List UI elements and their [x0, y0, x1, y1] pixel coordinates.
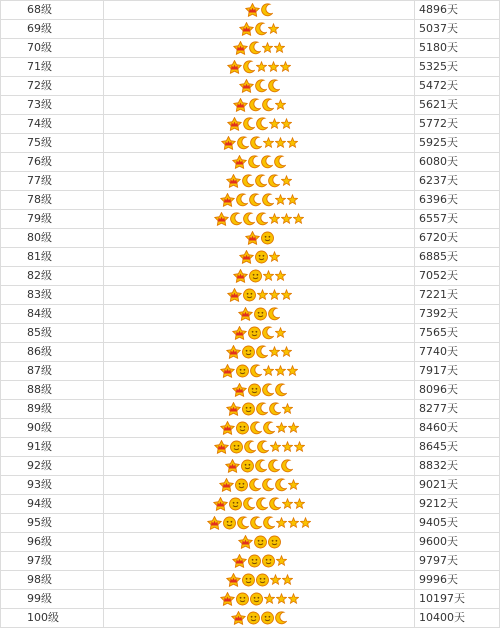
- days-cell: 5621天: [415, 96, 500, 115]
- moon-icon: [256, 402, 268, 416]
- days-cell: 5325天: [415, 58, 500, 77]
- crown-icon: [226, 402, 241, 416]
- star-icon: [282, 402, 293, 416]
- level-cell: 83级: [1, 286, 104, 305]
- star-icon: [270, 440, 281, 454]
- moon-icon: [250, 364, 262, 378]
- level-cell: 86级: [1, 343, 104, 362]
- sun-icon: [243, 288, 256, 302]
- star-icon: [281, 288, 292, 302]
- level-icons-cell: [104, 286, 415, 305]
- crown-icon: [232, 554, 247, 568]
- star-icon: [270, 573, 281, 587]
- days-cell: 4896天: [415, 1, 500, 20]
- days-cell: 5925天: [415, 134, 500, 153]
- level-icons-cell: [104, 153, 415, 172]
- table-row: [1, 153, 500, 172]
- star-icon: [275, 326, 286, 340]
- crown-icon: [219, 478, 234, 492]
- level-cell: 97级: [1, 552, 104, 571]
- sun-icon: [256, 573, 269, 587]
- moon-icon: [261, 155, 273, 169]
- days-cell: 9021天: [415, 476, 500, 495]
- days-cell: 6720天: [415, 229, 500, 248]
- moon-icon: [256, 497, 268, 511]
- crown-icon: [233, 41, 248, 55]
- star-icon: [263, 136, 274, 150]
- moon-icon: [243, 117, 255, 131]
- star-icon: [257, 288, 268, 302]
- days-cell: 6885天: [415, 248, 500, 267]
- level-cell: 92级: [1, 457, 104, 476]
- level-cell: 95级: [1, 514, 104, 533]
- days-cell: 6080天: [415, 153, 500, 172]
- level-cell: 84级: [1, 305, 104, 324]
- star-icon: [269, 212, 280, 226]
- table-row: [1, 438, 500, 457]
- sun-icon: [247, 611, 260, 625]
- moon-icon: [261, 3, 273, 17]
- sun-icon: [223, 516, 236, 530]
- star-icon: [275, 193, 286, 207]
- star-icon: [276, 554, 287, 568]
- sun-icon: [248, 383, 261, 397]
- level-cell: 73级: [1, 96, 104, 115]
- crown-icon: [233, 98, 248, 112]
- days-cell: 5772天: [415, 115, 500, 134]
- moon-icon: [268, 174, 280, 188]
- table-row: [1, 343, 500, 362]
- table-row: [1, 191, 500, 210]
- star-icon: [287, 136, 298, 150]
- level-cell: 99级: [1, 590, 104, 609]
- table-row: [1, 571, 500, 590]
- level-cell: 90级: [1, 419, 104, 438]
- level-cell: 71级: [1, 58, 104, 77]
- crown-icon: [232, 326, 247, 340]
- level-icons-cell: [104, 96, 415, 115]
- table-row: [1, 248, 500, 267]
- moon-icon: [255, 79, 267, 93]
- sun-icon: [248, 554, 261, 568]
- sun-icon: [242, 345, 255, 359]
- table-row: [1, 267, 500, 286]
- star-icon: [275, 364, 286, 378]
- crown-icon: [220, 364, 235, 378]
- days-cell: 9405天: [415, 514, 500, 533]
- star-icon: [268, 22, 279, 36]
- table-row: [1, 457, 500, 476]
- star-icon: [282, 497, 293, 511]
- sun-icon: [241, 459, 254, 473]
- level-cell: 81级: [1, 248, 104, 267]
- moon-icon: [281, 459, 293, 473]
- table-row: [1, 96, 500, 115]
- crown-icon: [220, 193, 235, 207]
- moon-icon: [262, 326, 274, 340]
- days-cell: 8096天: [415, 381, 500, 400]
- table-row: [1, 514, 500, 533]
- days-cell: 9797天: [415, 552, 500, 571]
- sun-icon: [268, 535, 281, 549]
- table-row: [1, 533, 500, 552]
- star-icon: [264, 592, 275, 606]
- level-cell: 91级: [1, 438, 104, 457]
- days-cell: 7917天: [415, 362, 500, 381]
- level-cell: 82级: [1, 267, 104, 286]
- level-icons-cell: [104, 419, 415, 438]
- star-icon: [282, 440, 293, 454]
- table-row: [1, 305, 500, 324]
- moon-icon: [242, 174, 254, 188]
- level-icons-cell: [104, 552, 415, 571]
- days-cell: 5037天: [415, 20, 500, 39]
- level-icons-cell: [104, 609, 415, 628]
- level-cell: 79级: [1, 210, 104, 229]
- level-icons-cell: [104, 248, 415, 267]
- sun-icon: [229, 497, 242, 511]
- level-cell: 94级: [1, 495, 104, 514]
- level-cell: 72级: [1, 77, 104, 96]
- moon-icon: [250, 421, 262, 435]
- days-cell: 7392天: [415, 305, 500, 324]
- moon-icon: [249, 478, 261, 492]
- moon-icon: [243, 212, 255, 226]
- moon-icon: [244, 440, 256, 454]
- table-row: [1, 115, 500, 134]
- days-cell: 6396天: [415, 191, 500, 210]
- moon-icon: [243, 60, 255, 74]
- table-row: [1, 172, 500, 191]
- crown-icon: [214, 212, 229, 226]
- star-icon: [275, 98, 286, 112]
- star-icon: [276, 592, 287, 606]
- level-cell: 98级: [1, 571, 104, 590]
- moon-icon: [257, 440, 269, 454]
- star-icon: [288, 421, 299, 435]
- level-icons-cell: [104, 305, 415, 324]
- crown-icon: [220, 592, 235, 606]
- sun-icon: [242, 573, 255, 587]
- crown-icon: [213, 497, 228, 511]
- moon-icon: [250, 136, 262, 150]
- level-cell: 85级: [1, 324, 104, 343]
- level-cell: 76级: [1, 153, 104, 172]
- star-icon: [263, 269, 274, 283]
- level-cell: 78级: [1, 191, 104, 210]
- star-icon: [294, 440, 305, 454]
- crown-icon: [239, 79, 254, 93]
- table-row: [1, 210, 500, 229]
- days-cell: 8460天: [415, 419, 500, 438]
- star-icon: [287, 193, 298, 207]
- table-row: [1, 362, 500, 381]
- sun-icon: [249, 269, 262, 283]
- table-row: [1, 77, 500, 96]
- level-icons-cell: [104, 438, 415, 457]
- level-icons-cell: [104, 229, 415, 248]
- moon-icon: [275, 478, 287, 492]
- moon-icon: [256, 212, 268, 226]
- table-row: [1, 609, 500, 628]
- crown-icon: [232, 155, 247, 169]
- crown-icon: [220, 421, 235, 435]
- level-cell: 80级: [1, 229, 104, 248]
- moon-icon: [269, 497, 281, 511]
- days-cell: 6557天: [415, 210, 500, 229]
- star-icon: [269, 345, 280, 359]
- moon-icon: [262, 193, 274, 207]
- crown-icon: [221, 136, 236, 150]
- days-cell: 6237天: [415, 172, 500, 191]
- level-cell: 69级: [1, 20, 104, 39]
- sun-icon: [261, 611, 274, 625]
- star-icon: [275, 269, 286, 283]
- star-icon: [287, 364, 298, 378]
- table-row: [1, 419, 500, 438]
- days-cell: 8645天: [415, 438, 500, 457]
- crown-icon: [233, 269, 248, 283]
- level-icons-cell: [104, 20, 415, 39]
- sun-icon: [250, 592, 263, 606]
- days-cell: 9212天: [415, 495, 500, 514]
- level-cell: 68级: [1, 1, 104, 20]
- sun-icon: [236, 592, 249, 606]
- moon-icon: [237, 136, 249, 150]
- moon-icon: [262, 98, 274, 112]
- moon-icon: [274, 155, 286, 169]
- level-icons-cell: [104, 58, 415, 77]
- level-icons-cell: [104, 514, 415, 533]
- star-icon: [256, 60, 267, 74]
- crown-icon: [231, 611, 246, 625]
- days-cell: 8277天: [415, 400, 500, 419]
- moon-icon: [262, 383, 274, 397]
- star-icon: [269, 117, 280, 131]
- table-row: [1, 1, 500, 20]
- sun-icon: [248, 326, 261, 340]
- moon-icon: [237, 516, 249, 530]
- table-row: [1, 590, 500, 609]
- moon-icon: [268, 307, 280, 321]
- crown-icon: [239, 250, 254, 264]
- sun-icon: [254, 307, 267, 321]
- level-icons-cell: [104, 267, 415, 286]
- crown-icon: [214, 440, 229, 454]
- star-icon: [281, 174, 292, 188]
- level-icons-cell: [104, 77, 415, 96]
- moon-icon: [248, 155, 260, 169]
- days-cell: 7740天: [415, 343, 500, 362]
- sun-icon: [254, 535, 267, 549]
- level-icons-cell: [104, 457, 415, 476]
- level-cell: 93级: [1, 476, 104, 495]
- moon-icon: [250, 516, 262, 530]
- days-cell: 5472天: [415, 77, 500, 96]
- table-row: [1, 286, 500, 305]
- table-row: [1, 495, 500, 514]
- star-icon: [281, 117, 292, 131]
- level-cell: 100级: [1, 609, 104, 628]
- sun-icon: [235, 478, 248, 492]
- moon-icon: [268, 459, 280, 473]
- moon-icon: [275, 383, 287, 397]
- star-icon: [288, 478, 299, 492]
- star-icon: [282, 573, 293, 587]
- days-cell: 8832天: [415, 457, 500, 476]
- sun-icon: [236, 364, 249, 378]
- moon-icon: [236, 193, 248, 207]
- crown-icon: [227, 117, 242, 131]
- star-icon: [280, 60, 291, 74]
- crown-icon: [239, 22, 254, 36]
- level-icons-cell: [104, 533, 415, 552]
- level-icons-cell: [104, 191, 415, 210]
- level-cell: 70级: [1, 39, 104, 58]
- table-row: [1, 381, 500, 400]
- level-icons-cell: [104, 1, 415, 20]
- level-icons-cell: [104, 134, 415, 153]
- days-cell: 9600天: [415, 533, 500, 552]
- level-cell: 75级: [1, 134, 104, 153]
- star-icon: [281, 345, 292, 359]
- level-table-body: [1, 1, 500, 628]
- level-icons-cell: [104, 495, 415, 514]
- moon-icon: [255, 174, 267, 188]
- star-icon: [268, 60, 279, 74]
- level-icons-cell: [104, 571, 415, 590]
- crown-icon: [238, 535, 253, 549]
- moon-icon: [275, 611, 287, 625]
- level-icons-cell: [104, 343, 415, 362]
- moon-icon: [249, 193, 261, 207]
- star-icon: [288, 516, 299, 530]
- star-icon: [294, 497, 305, 511]
- moon-icon: [256, 117, 268, 131]
- moon-icon: [255, 22, 267, 36]
- crown-icon: [227, 288, 242, 302]
- sun-icon: [262, 554, 275, 568]
- level-icons-cell: [104, 590, 415, 609]
- table-row: [1, 39, 500, 58]
- table-row: [1, 400, 500, 419]
- level-icons-cell: [104, 210, 415, 229]
- level-icons-cell: [104, 400, 415, 419]
- crown-icon: [245, 231, 260, 245]
- level-icons-cell: [104, 324, 415, 343]
- moon-icon: [262, 478, 274, 492]
- level-icons-cell: [104, 362, 415, 381]
- sun-icon: [255, 250, 268, 264]
- days-cell: 9996天: [415, 571, 500, 590]
- moon-icon: [268, 79, 280, 93]
- level-cell: 87级: [1, 362, 104, 381]
- star-icon: [300, 516, 311, 530]
- crown-icon: [232, 383, 247, 397]
- moon-icon: [263, 421, 275, 435]
- level-icons-cell: [104, 381, 415, 400]
- level-icons-cell: [104, 172, 415, 191]
- sun-icon: [242, 402, 255, 416]
- days-cell: 7052天: [415, 267, 500, 286]
- star-icon: [281, 212, 292, 226]
- days-cell: 10400天: [415, 609, 500, 628]
- level-cell: 77级: [1, 172, 104, 191]
- table-row: [1, 324, 500, 343]
- moon-icon: [249, 41, 261, 55]
- crown-icon: [207, 516, 222, 530]
- table-row: [1, 229, 500, 248]
- table-row: [1, 476, 500, 495]
- crown-icon: [226, 345, 241, 359]
- star-icon: [263, 364, 274, 378]
- table-row: [1, 58, 500, 77]
- moon-icon: [263, 516, 275, 530]
- crown-icon: [226, 174, 241, 188]
- moon-icon: [256, 345, 268, 359]
- level-icons-cell: [104, 115, 415, 134]
- table-row: [1, 134, 500, 153]
- days-cell: 7221天: [415, 286, 500, 305]
- crown-icon: [226, 573, 241, 587]
- table-row: [1, 552, 500, 571]
- sun-icon: [230, 440, 243, 454]
- level-cell: 89级: [1, 400, 104, 419]
- level-cell: 96级: [1, 533, 104, 552]
- level-cell: 74级: [1, 115, 104, 134]
- star-icon: [269, 288, 280, 302]
- star-icon: [293, 212, 304, 226]
- days-cell: 10197天: [415, 590, 500, 609]
- moon-icon: [255, 459, 267, 473]
- sun-icon: [261, 231, 274, 245]
- star-icon: [269, 250, 280, 264]
- moon-icon: [230, 212, 242, 226]
- star-icon: [276, 421, 287, 435]
- days-cell: 5180天: [415, 39, 500, 58]
- star-icon: [276, 516, 287, 530]
- star-icon: [275, 136, 286, 150]
- level-icons-cell: [104, 39, 415, 58]
- star-icon: [262, 41, 273, 55]
- crown-icon: [227, 60, 242, 74]
- moon-icon: [249, 98, 261, 112]
- table-row: [1, 20, 500, 39]
- star-icon: [274, 41, 285, 55]
- level-icons-cell: [104, 476, 415, 495]
- moon-icon: [269, 402, 281, 416]
- star-icon: [288, 592, 299, 606]
- crown-icon: [245, 3, 260, 17]
- level-cell: 88级: [1, 381, 104, 400]
- sun-icon: [236, 421, 249, 435]
- crown-icon: [238, 307, 253, 321]
- moon-icon: [243, 497, 255, 511]
- days-cell: 7565天: [415, 324, 500, 343]
- crown-icon: [225, 459, 240, 473]
